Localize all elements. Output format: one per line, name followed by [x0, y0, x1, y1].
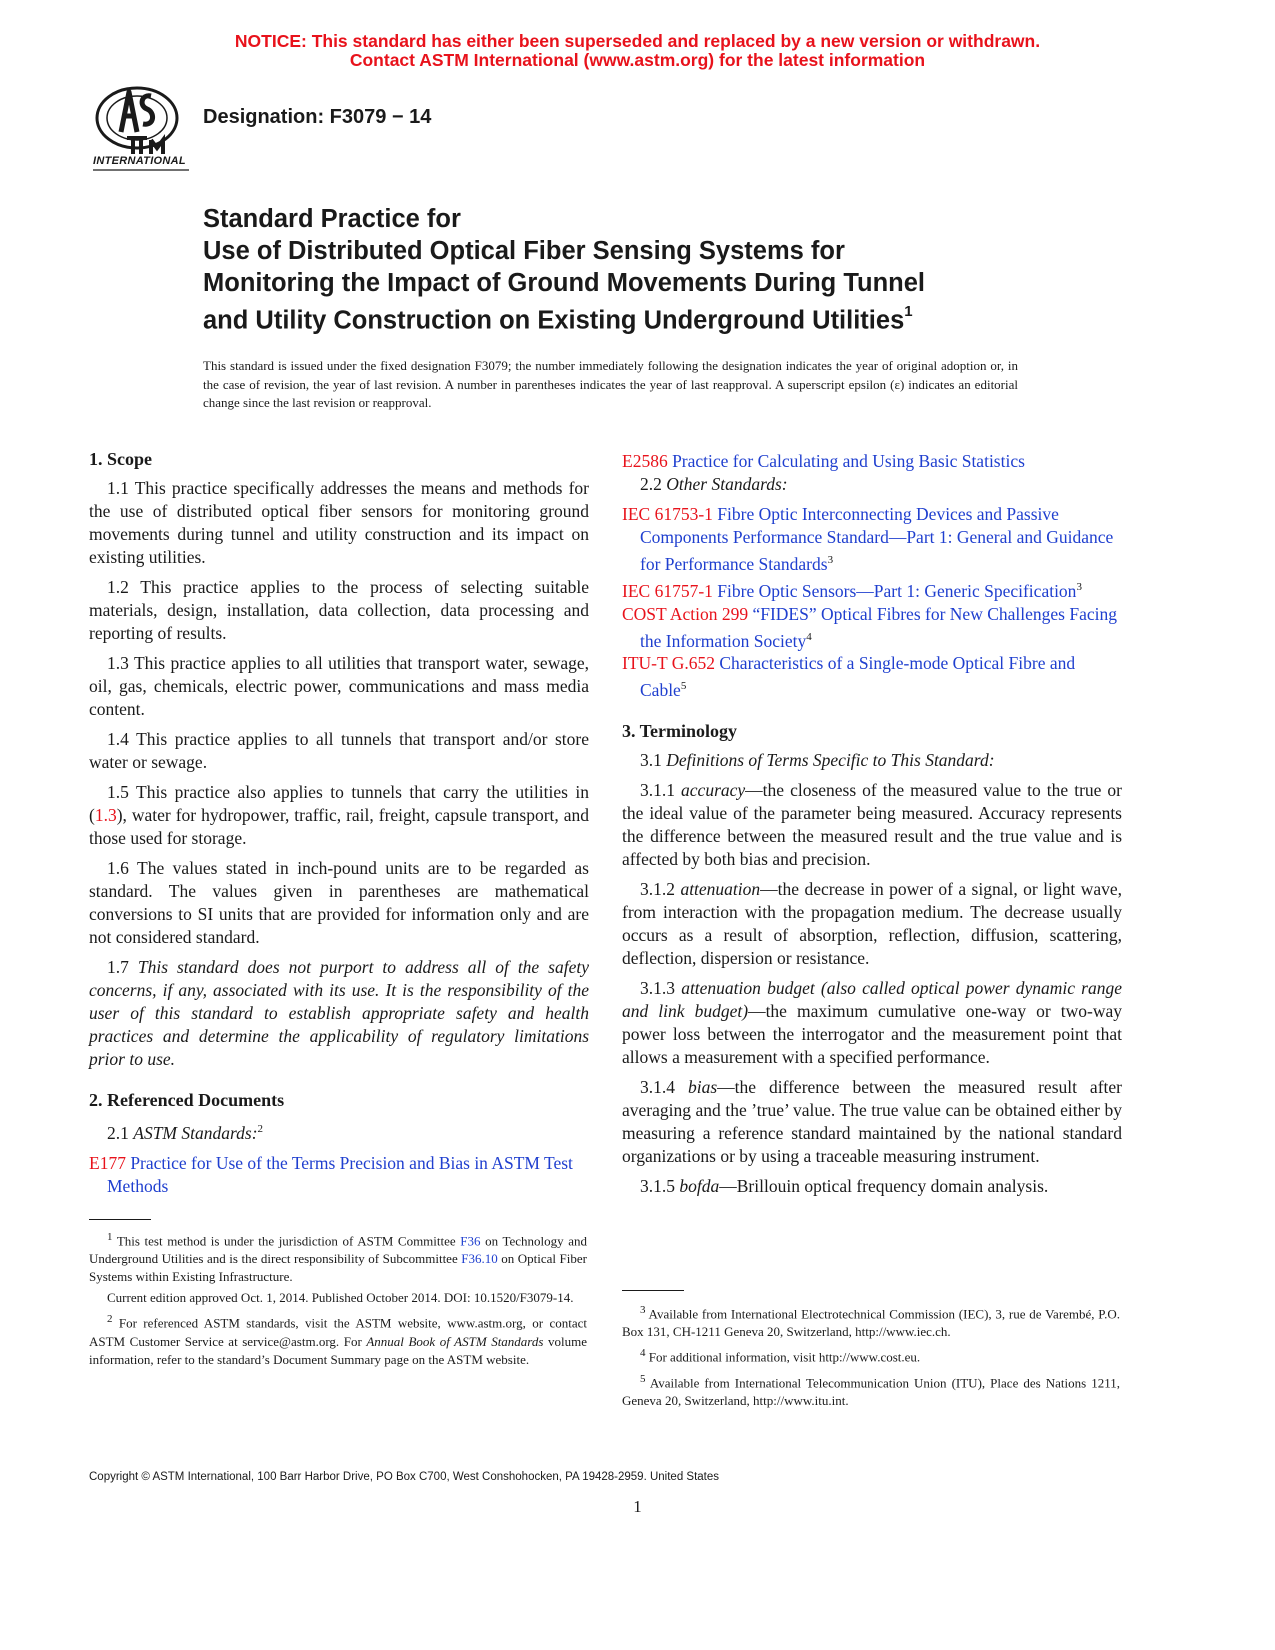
footnote-2-a: For referenced ASTM standards, visit the ASTM website, www.astm.org, or contact ASTM Customer Service at service@astm.org. For [89, 1315, 587, 1349]
right-column [622, 450, 1122, 1205]
para-3-1-5 [622, 1175, 1122, 1198]
ref-e177-code[interactable]: E177 [89, 1152, 126, 1173]
term-bias: bias [687, 1077, 718, 1098]
para-1-5-a: 1.5 This practice also applies to tunnels that carry the utilities in ( [89, 782, 589, 825]
ref-itu-code[interactable]: ITU-T G.652 [622, 653, 715, 674]
para-3-1-1-num: 3.1.1 [640, 780, 682, 801]
issued-note: This standard is issued under the fixed designation F3079; the number immediately following the designation indicates the year of original adoption or, in the case of revision, the year of last revision. A number in parentheses indicates the year of last reapproval. A superscript epsilon (ε) indicates an editorial change since the last revision or reapproval. [203, 358, 1018, 410]
astm-logo-icon [93, 82, 193, 174]
notice-line-1: NOTICE: This standard has either been superseded and replaced by a new version or withdrawn. [234, 31, 1041, 51]
title-line-2: Use of Distributed Optical Fiber Sensing Systems for [203, 237, 845, 265]
ref-cost-code[interactable]: COST Action 299 [622, 603, 749, 624]
notice-line-2: Contact ASTM International (www.astm.org) for the latest information [349, 50, 926, 70]
ref-e2586[interactable] [622, 450, 1122, 473]
footnotes-left [89, 1228, 587, 1369]
footnote-5-marker: 5 [640, 1372, 646, 1385]
ref-e177-title[interactable]: Practice for Use of the Terms Precision and Bias in ASTM Test Methods [107, 1152, 573, 1196]
ref-e2586-code[interactable]: E2586 [622, 451, 668, 471]
para-2-1 [89, 1118, 589, 1145]
para-3-1-num: 3.1 [640, 750, 667, 771]
def-accuracy: —the closeness of the measured value to the true or the ideal value of the parameter being measured. Accuracy represents the difference between the measured result and the true value and is affected by both bias and precision. [622, 780, 1123, 870]
para-3-1-2-num: 3.1.2 [640, 879, 681, 900]
para-1-1: 1.1 This practice specifically addresses the means and methods for the use of distributed optical fiber sensors for monitoring ground movements during tunnel and utility construction and its impact on existing utilities. [89, 478, 589, 567]
footnote-1-b: on Technology and Underground Utilities and is the direct responsibility of Subcommittee [89, 1233, 587, 1267]
copyright: Copyright © ASTM International, 100 Barr Harbor Drive, PO Box C700, West Conshohocken, PA 19428-2959. United States [89, 1471, 720, 1483]
title-footnote-ref[interactable]: 1 [904, 303, 913, 320]
terminology-heading: 3. Terminology [622, 721, 738, 742]
para-1-3: 1.3 This practice applies to all utilities that transport water, sewage, oil, gas, chemicals, electric power, communications and mass media content. [89, 653, 589, 719]
para-2-2 [622, 473, 1122, 496]
para-1-6: 1.6 The values stated in inch-pound units are to be regarded as standard. The values given in parentheses are mathematical conversions to SI units that are provided for information only and are not considered standard. [89, 858, 589, 947]
para-3-1-5-num: 3.1.5 [640, 1176, 680, 1197]
footnote-ref-3a[interactable]: 3 [827, 554, 834, 566]
title-line-3: Monitoring the Impact of Ground Movements During Tunnel [203, 269, 925, 297]
ref-iec-61753-1-code[interactable]: IEC 61753-1 [622, 504, 713, 524]
scope-heading: 1. Scope [89, 449, 152, 469]
ref-iec-61753-1[interactable] [622, 503, 1122, 576]
logo-text: INTERNATIONAL [93, 155, 186, 167]
ref-e177[interactable] [89, 1152, 589, 1198]
footnote-1-marker: 1 [107, 1231, 113, 1243]
def-bias: —the difference between the measured result after averaging and the ’true’ value. The true value can be obtained either by measuring a reference standard maintained by the national standard organizations or by using a traceable measuring instrument. [622, 1077, 1122, 1167]
referenced-documents-heading: 2. Referenced Documents [89, 1090, 285, 1110]
title-line-1: Standard Practice for [203, 205, 461, 233]
para-1-2: 1.2 This practice applies to the process of selecting suitable materials, design, installation, data collection, data processing and reporting of results. [89, 577, 589, 643]
footnote-4-text: For additional information, visit http://www.cost.eu. [645, 1349, 921, 1365]
para-2-2-num: 2.2 [640, 474, 667, 494]
term-attenuation-budget: attenuation budget (also called optical power dynamic range and link budget) [622, 978, 1123, 1022]
footnote-rule-left [89, 1219, 151, 1220]
footnote-2-marker: 2 [107, 1313, 113, 1326]
ref-e2586-title[interactable]: Practice for Calculating and Using Basic Statistics [667, 451, 1025, 471]
title-line-4-text: and Utility Construction on Existing Underground Utilities [203, 306, 905, 335]
footnote-2-italic: Annual Book of ASTM Standards [366, 1333, 544, 1349]
para-3-1-3 [622, 977, 1122, 1069]
para-3-1-4-num: 3.1.4 [640, 1077, 688, 1098]
para-3-1-text: Definitions of Terms Specific to This Standard: [666, 750, 995, 771]
footnote-ref-4[interactable]: 4 [806, 630, 812, 643]
footnote-ref-5[interactable]: 5 [680, 680, 687, 693]
footnote-5 [622, 1370, 1120, 1410]
footnote-4-marker: 4 [640, 1347, 646, 1360]
page-number: 1 [633, 1497, 642, 1516]
document-title [203, 203, 1163, 337]
footnote-5-text: Available from International Telecommunication Union (ITU), Place des Nations 1211, Geneva 20, Switzerland, http://www.itu.int. [622, 1374, 1120, 1408]
def-attenuation-budget: —the maximum cumulative one-way or two-way power loss between the interrogator and the measurement point that allows a measurement with a specified performance. [622, 1001, 1122, 1068]
ref-iec-61753-1-title[interactable]: Fibre Optic Interconnecting Devices and Passive Components Performance Standard—Part 1: General and Guidance for Performance Standards [640, 504, 1114, 574]
para-1-7-text: This standard does not purport to address all of the safety concerns, if any, associated with its use. It is the responsibility of the user of this standard to establish appropriate safety and health practices and determine the applicability of regulatory limitations prior to use. [89, 957, 590, 1069]
link-f36-10[interactable]: F36.10 [461, 1251, 498, 1267]
link-1-3[interactable]: 1.3 [94, 805, 117, 825]
footnote-3-marker: 3 [640, 1304, 646, 1316]
para-3-1 [622, 749, 1122, 772]
ref-iec-61757-1[interactable] [622, 576, 1122, 603]
footnote-3 [622, 1301, 1120, 1341]
para-1-4: 1.4 This practice applies to all tunnels that transport and/or store water or sewage. [89, 729, 589, 772]
title-line-4 [203, 299, 1163, 337]
para-3-1-4 [622, 1076, 1122, 1168]
para-2-1-num: 2.1 [107, 1122, 134, 1143]
para-2-2-text: Other Standards: [666, 474, 788, 494]
footnote-2-b: volume information, refer to the standard’s Document Summary page on the ASTM website. [89, 1333, 587, 1367]
ref-itu-title[interactable]: Characteristics of a Single-mode Optical Fibre and Cable [640, 653, 1076, 701]
para-2-1-text: ASTM Standards: [133, 1122, 258, 1143]
para-3-1-1 [622, 779, 1122, 871]
para-3-1-2 [622, 878, 1122, 970]
notice-banner [0, 32, 1275, 70]
footnote-1-c: on Optical Fiber Systems within Existing Infrastructure. [89, 1251, 587, 1285]
footnote-ref-2[interactable]: 2 [257, 1123, 264, 1135]
ref-itu-t-g652[interactable] [622, 652, 1122, 702]
footnote-rule-right [622, 1290, 684, 1291]
footnote-2 [89, 1310, 587, 1368]
footnote-1-a: This test method is under the jurisdiction of ASTM Committee [112, 1233, 461, 1249]
term-attenuation: attenuation [680, 879, 761, 900]
ref-iec-61757-1-code[interactable]: IEC 61757-1 [622, 580, 713, 601]
link-f36[interactable]: F36 [460, 1233, 481, 1249]
para-1-5 [89, 781, 589, 850]
para-3-1-3-num: 3.1.3 [640, 978, 682, 999]
footnotes-right [622, 1301, 1120, 1410]
footnote-1-current-edition: Current edition approved Oct. 1, 2014. Published October 2014. DOI: 10.1520/F3079-14. [107, 1290, 574, 1306]
footnote-4 [622, 1344, 1120, 1366]
term-bofda: bofda [679, 1176, 720, 1197]
designation: Designation: F3079 − 14 [203, 106, 432, 128]
footnote-3-text: Available from International Electrotechnical Commission (IEC), 3, rue de Varembé, P.O. Box 131, CH-1211 Geneva 20, Switzerland, http://www.iec.ch. [622, 1306, 1120, 1340]
left-column [89, 448, 589, 1198]
para-1-7-num: 1.7 [107, 957, 138, 977]
ref-cost-title[interactable]: “FIDES” Optical Fibres for New Challenges Facing the Information Society [640, 603, 1117, 651]
ref-cost-action-299[interactable] [622, 603, 1122, 653]
para-1-5-b: ), water for hydropower, traffic, rail, freight, capsule transport, and those used for storage. [89, 805, 589, 848]
term-accuracy: accuracy [681, 780, 746, 801]
def-bofda: —Brillouin optical frequency domain analysis. [719, 1176, 1049, 1197]
def-attenuation: —the decrease in power of a signal, or light wave, from interaction with the propagation medium. The decrease usually occurs as a result of absorption, reflection, diffusion, scattering, deflection, dispersion or resistance. [622, 879, 1122, 969]
footnote-ref-3b[interactable]: 3 [1076, 580, 1082, 593]
footnote-1 [89, 1228, 587, 1286]
para-1-7 [89, 956, 589, 1071]
ref-iec-61757-1-title[interactable]: Fibre Optic Sensors—Part 1: Generic Specification [712, 580, 1077, 601]
